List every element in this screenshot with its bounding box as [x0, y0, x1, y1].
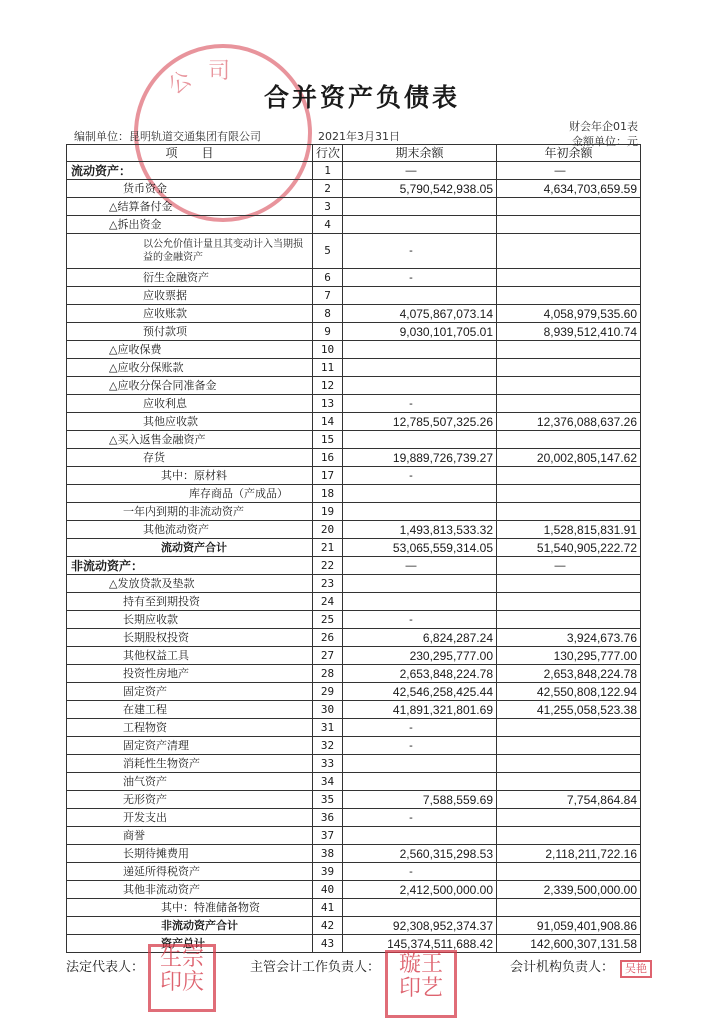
row-line-number: 18	[313, 485, 343, 503]
table-row	[67, 234, 641, 269]
row-begin-balance	[497, 359, 641, 377]
row-end-balance	[343, 341, 497, 359]
header-item: 项 目	[67, 145, 313, 162]
row-begin-balance	[497, 234, 641, 269]
row-end-balance	[343, 503, 497, 521]
row-end-balance: -	[343, 737, 497, 755]
row-item: 应收账款	[67, 305, 313, 323]
row-end-balance: -	[343, 611, 497, 629]
table-row	[67, 791, 641, 809]
row-item: △发放贷款及垫款	[67, 575, 313, 593]
row-end-balance: -	[343, 395, 497, 413]
row-line-number: 32	[313, 737, 343, 755]
row-line-number: 36	[313, 809, 343, 827]
table-row	[67, 359, 641, 377]
row-end-balance: 5,790,542,938.05	[343, 180, 497, 198]
table-row	[67, 575, 641, 593]
row-item: 投资性房地产	[67, 665, 313, 683]
table-row	[67, 269, 641, 287]
row-item: 流动资产：	[67, 162, 313, 180]
row-end-balance: 2,653,848,224.78	[343, 665, 497, 683]
row-end-balance	[343, 377, 497, 395]
dept-head-seal: 吴艳	[620, 960, 652, 978]
table-row	[67, 899, 641, 917]
table-row	[67, 593, 641, 611]
table-row	[67, 683, 641, 701]
row-line-number: 28	[313, 665, 343, 683]
row-begin-balance: 7,754,864.84	[497, 791, 641, 809]
row-line-number: 40	[313, 881, 343, 899]
row-begin-balance	[497, 773, 641, 791]
table-row	[67, 863, 641, 881]
row-begin-balance	[497, 737, 641, 755]
row-item: 预付款项	[67, 323, 313, 341]
row-item: 非流动资产合计	[67, 917, 313, 935]
row-begin-balance: 41,255,058,523.38	[497, 701, 641, 719]
row-end-balance: 42,546,258,425.44	[343, 683, 497, 701]
row-line-number: 30	[313, 701, 343, 719]
table-row	[67, 647, 641, 665]
row-item: 其他权益工具	[67, 647, 313, 665]
table-row	[67, 180, 641, 198]
row-item: △应收分保合同准备金	[67, 377, 313, 395]
row-begin-balance	[497, 287, 641, 305]
row-end-balance	[343, 899, 497, 917]
row-begin-balance	[497, 198, 641, 216]
preparing-company: 编制单位：昆明轨道交通集团有限公司	[74, 130, 261, 143]
row-begin-balance	[497, 216, 641, 234]
table-row	[67, 485, 641, 503]
row-line-number: 26	[313, 629, 343, 647]
row-item: 长期股权投资	[67, 629, 313, 647]
row-line-number: 10	[313, 341, 343, 359]
table-row	[67, 629, 641, 647]
row-item: △应收分保账款	[67, 359, 313, 377]
row-item: 在建工程	[67, 701, 313, 719]
row-line-number: 24	[313, 593, 343, 611]
table-row	[67, 827, 641, 845]
table-row	[67, 701, 641, 719]
row-item: 长期应收款	[67, 611, 313, 629]
document-title: 合并资产负债表	[263, 83, 460, 112]
table-row	[67, 413, 641, 431]
row-item: 无形资产	[67, 791, 313, 809]
row-item: 固定资产	[67, 683, 313, 701]
row-end-balance: 53,065,559,314.05	[343, 539, 497, 557]
row-end-balance: 7,588,559.69	[343, 791, 497, 809]
row-line-number: 22	[313, 557, 343, 575]
row-begin-balance	[497, 719, 641, 737]
table-row	[67, 719, 641, 737]
table-row	[67, 521, 641, 539]
table-row	[67, 395, 641, 413]
table-row	[67, 431, 641, 449]
row-line-number: 13	[313, 395, 343, 413]
row-begin-balance: 3,924,673.76	[497, 629, 641, 647]
row-begin-balance	[497, 863, 641, 881]
row-item: 以公允价值计量且其变动计入当期损益的金融资产	[67, 234, 313, 269]
table-row	[67, 467, 641, 485]
row-line-number: 8	[313, 305, 343, 323]
row-line-number: 2	[313, 180, 343, 198]
form-code: 财会年企01表	[569, 120, 638, 133]
row-item: 长期待摊费用	[67, 845, 313, 863]
row-end-balance: 12,785,507,325.26	[343, 413, 497, 431]
row-begin-balance: 8,939,512,410.74	[497, 323, 641, 341]
row-begin-balance	[497, 377, 641, 395]
row-line-number: 35	[313, 791, 343, 809]
row-begin-balance	[497, 467, 641, 485]
row-end-balance: —	[343, 162, 497, 180]
table-row	[67, 377, 641, 395]
row-item: 货币资金	[67, 180, 313, 198]
row-item: 应收票据	[67, 287, 313, 305]
row-item: 工程物资	[67, 719, 313, 737]
row-begin-balance	[497, 503, 641, 521]
row-line-number: 34	[313, 773, 343, 791]
row-begin-balance: 142,600,307,131.58	[497, 935, 641, 953]
row-end-balance: 2,560,315,298.53	[343, 845, 497, 863]
row-item: △应收保费	[67, 341, 313, 359]
row-line-number: 29	[313, 683, 343, 701]
row-line-number: 7	[313, 287, 343, 305]
row-begin-balance: —	[497, 162, 641, 180]
company-seal: 公 司	[134, 44, 312, 222]
table-row	[67, 503, 641, 521]
row-line-number: 37	[313, 827, 343, 845]
header-end-balance: 期末余额	[343, 145, 497, 162]
header-line: 行次	[313, 145, 343, 162]
row-end-balance: 4,075,867,073.14	[343, 305, 497, 323]
row-line-number: 17	[313, 467, 343, 485]
accounting-head-seal: 璇王 印艺	[385, 950, 457, 1018]
row-begin-balance: 2,339,500,000.00	[497, 881, 641, 899]
balance-sheet-table	[66, 144, 641, 953]
row-item: 流动资产合计	[67, 539, 313, 557]
row-begin-balance: —	[497, 557, 641, 575]
row-end-balance: 1,493,813,533.32	[343, 521, 497, 539]
row-item: 持有至到期投资	[67, 593, 313, 611]
row-line-number: 38	[313, 845, 343, 863]
row-begin-balance: 130,295,777.00	[497, 647, 641, 665]
row-line-number: 39	[313, 863, 343, 881]
row-begin-balance	[497, 755, 641, 773]
row-end-balance: -	[343, 863, 497, 881]
row-end-balance: -	[343, 809, 497, 827]
legal-representative-label: 法定代表人：	[66, 960, 145, 975]
row-item: 开发支出	[67, 809, 313, 827]
row-begin-balance	[497, 827, 641, 845]
row-line-number: 23	[313, 575, 343, 593]
row-line-number: 19	[313, 503, 343, 521]
table-row	[67, 809, 641, 827]
row-line-number: 3	[313, 198, 343, 216]
row-end-balance: -	[343, 719, 497, 737]
row-item: 其中：特准储备物资	[67, 899, 313, 917]
row-end-balance: -	[343, 269, 497, 287]
row-end-balance: 230,295,777.00	[343, 647, 497, 665]
row-item: 固定资产清理	[67, 737, 313, 755]
row-item: 其他非流动资产	[67, 881, 313, 899]
row-line-number: 15	[313, 431, 343, 449]
row-begin-balance: 4,058,979,535.60	[497, 305, 641, 323]
row-end-balance	[343, 755, 497, 773]
table-row	[67, 755, 641, 773]
row-begin-balance: 1,528,815,831.91	[497, 521, 641, 539]
row-line-number: 21	[313, 539, 343, 557]
table-row	[67, 665, 641, 683]
row-item: 递延所得税资产	[67, 863, 313, 881]
row-end-balance	[343, 593, 497, 611]
row-item: 非流动资产：	[67, 557, 313, 575]
row-item: 衍生金融资产	[67, 269, 313, 287]
table-row	[67, 611, 641, 629]
row-line-number: 9	[313, 323, 343, 341]
row-end-balance: 2,412,500,000.00	[343, 881, 497, 899]
row-begin-balance: 20,002,805,147.62	[497, 449, 641, 467]
table-row	[67, 449, 641, 467]
header-begin-balance: 年初余额	[497, 145, 641, 162]
table-row	[67, 162, 641, 180]
row-item: △结算备付金	[67, 198, 313, 216]
row-line-number: 43	[313, 935, 343, 953]
report-date: 2021年3月31日	[318, 130, 400, 143]
table-header-row	[67, 145, 641, 162]
row-end-balance	[343, 431, 497, 449]
accounting-dept-head-label: 会计机构负责人：	[510, 960, 615, 975]
row-item: △拆出资金	[67, 216, 313, 234]
row-begin-balance	[497, 593, 641, 611]
table-row	[67, 305, 641, 323]
row-line-number: 20	[313, 521, 343, 539]
row-line-number: 42	[313, 917, 343, 935]
row-begin-balance	[497, 611, 641, 629]
row-line-number: 31	[313, 719, 343, 737]
row-end-balance: -	[343, 234, 497, 269]
row-begin-balance: 91,059,401,908.86	[497, 917, 641, 935]
row-item: 存货	[67, 449, 313, 467]
row-begin-balance	[497, 269, 641, 287]
table-row	[67, 845, 641, 863]
table-row	[67, 539, 641, 557]
row-line-number: 14	[313, 413, 343, 431]
table-row	[67, 287, 641, 305]
row-end-balance	[343, 485, 497, 503]
row-line-number: 25	[313, 611, 343, 629]
row-end-balance: 19,889,726,739.27	[343, 449, 497, 467]
row-begin-balance: 42,550,808,122.94	[497, 683, 641, 701]
table-row	[67, 737, 641, 755]
row-item: 其他流动资产	[67, 521, 313, 539]
row-begin-balance: 2,653,848,224.78	[497, 665, 641, 683]
table-row	[67, 881, 641, 899]
table-row	[67, 323, 641, 341]
row-line-number: 1	[313, 162, 343, 180]
row-begin-balance	[497, 395, 641, 413]
row-item: 其中：原材料	[67, 467, 313, 485]
row-end-balance: 9,030,101,705.01	[343, 323, 497, 341]
row-begin-balance	[497, 899, 641, 917]
row-item: 消耗性生物资产	[67, 755, 313, 773]
row-end-balance: 6,824,287.24	[343, 629, 497, 647]
row-item: △买入返售金融资产	[67, 431, 313, 449]
row-begin-balance	[497, 809, 641, 827]
row-end-balance: 41,891,321,801.69	[343, 701, 497, 719]
row-end-balance: 145,374,511,688.42	[343, 935, 497, 953]
row-item: 应收利息	[67, 395, 313, 413]
row-end-balance	[343, 287, 497, 305]
row-item: 库存商品（产成品）	[67, 485, 313, 503]
row-item: 一年内到期的非流动资产	[67, 503, 313, 521]
row-begin-balance: 2,118,211,722.16	[497, 845, 641, 863]
table-row	[67, 773, 641, 791]
row-end-balance	[343, 216, 497, 234]
row-end-balance: -	[343, 467, 497, 485]
row-begin-balance: 4,634,703,659.59	[497, 180, 641, 198]
table-row	[67, 557, 641, 575]
row-line-number: 33	[313, 755, 343, 773]
row-line-number: 41	[313, 899, 343, 917]
row-begin-balance: 51,540,905,222.72	[497, 539, 641, 557]
row-end-balance	[343, 773, 497, 791]
row-line-number: 27	[313, 647, 343, 665]
row-line-number: 4	[313, 216, 343, 234]
row-item: 资产总计	[67, 935, 313, 953]
row-begin-balance	[497, 341, 641, 359]
legal-rep-seal: 生宗 印庆	[148, 944, 216, 1012]
currency-unit: 金额单位：元	[572, 135, 638, 148]
row-end-balance: —	[343, 557, 497, 575]
row-end-balance	[343, 827, 497, 845]
row-begin-balance	[497, 575, 641, 593]
row-end-balance: 92,308,952,374.37	[343, 917, 497, 935]
row-item: 其他应收款	[67, 413, 313, 431]
row-begin-balance	[497, 485, 641, 503]
row-line-number: 12	[313, 377, 343, 395]
row-line-number: 11	[313, 359, 343, 377]
table-row	[67, 216, 641, 234]
row-end-balance	[343, 359, 497, 377]
row-end-balance	[343, 198, 497, 216]
row-line-number: 16	[313, 449, 343, 467]
row-begin-balance	[497, 431, 641, 449]
row-line-number: 6	[313, 269, 343, 287]
table-row	[67, 917, 641, 935]
row-line-number: 5	[313, 234, 343, 269]
row-end-balance	[343, 575, 497, 593]
accounting-head-label: 主管会计工作负责人：	[250, 960, 381, 975]
row-begin-balance: 12,376,088,637.26	[497, 413, 641, 431]
row-item: 油气资产	[67, 773, 313, 791]
table-row	[67, 341, 641, 359]
row-item: 商誉	[67, 827, 313, 845]
table-row	[67, 198, 641, 216]
